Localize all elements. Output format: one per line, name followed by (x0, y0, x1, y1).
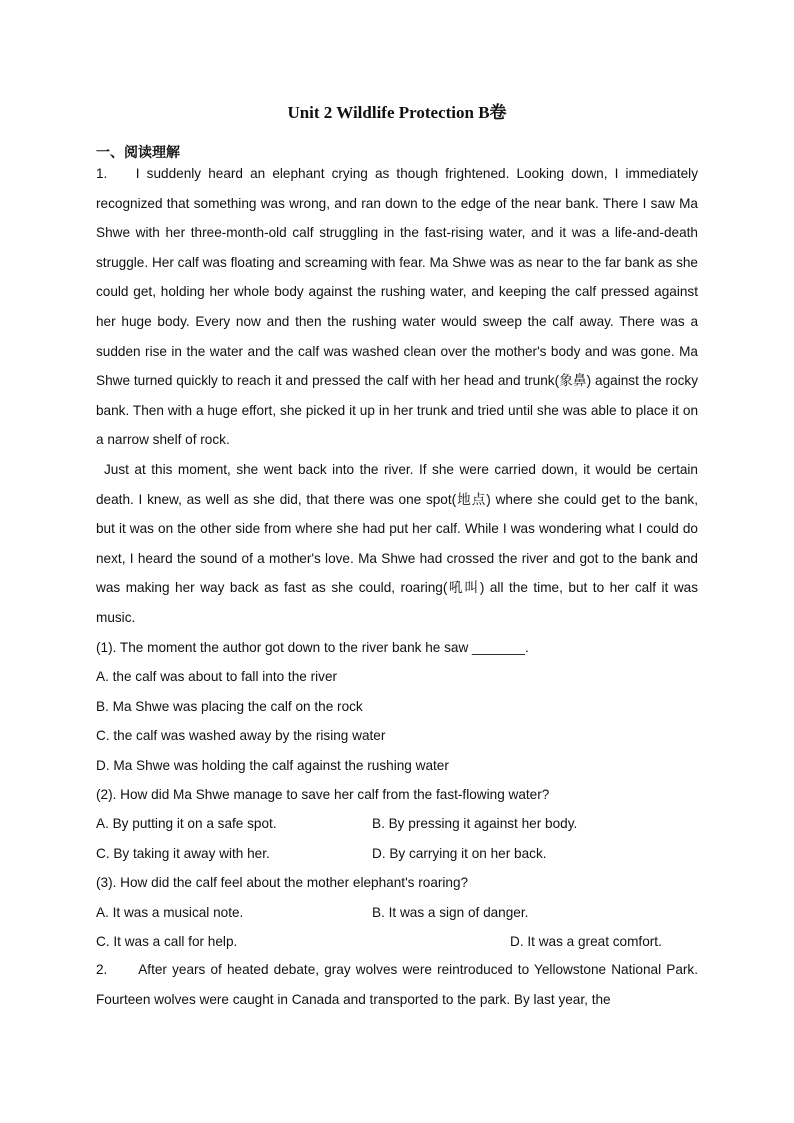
option-q2-a: A. By putting it on a safe spot. (96, 816, 277, 832)
passage-1-paragraph-2: Just at this moment, she went back into the river. If she were carried down, it would be certain death. I knew, as well as she did, that there was one spot(地点) where she could get to the bank, but it was on the other side from where she had put her calf. While I was wondering what I could do next, I heard the sound of a mother's love. Ma Shwe had crossed the river and got to the bank and was making her way back as fast as she could, roaring(吼叫) all the time, but to her calf it was music. (96, 461, 698, 625)
question-stem-3: (3). How did the calf feel about the mother elephant's roaring? (96, 875, 469, 891)
option-q1-c: C. the calf was washed away by the rising water (96, 728, 386, 744)
question-number: 2. (96, 962, 108, 977)
option-q3-d: D. It was a great comfort. (510, 933, 662, 949)
option-q1-d: D. Ma Shwe was holding the calf against the rushing water (96, 757, 449, 773)
passage-1 (96, 159, 698, 633)
section-heading: 一、阅读理解 (96, 144, 180, 160)
option-q2-d: D. By carrying it on her back. (372, 845, 547, 861)
question-stem-1: (1). The moment the author got down to the river bank he saw _______. (96, 640, 529, 655)
document-title: Unit 2 Wildlife Protection B卷 (287, 103, 507, 122)
passage-2 (96, 955, 698, 1014)
passage-2-paragraph (96, 955, 698, 1014)
question-stem-2: (2). How did Ma Shwe manage to save her calf from the fast-flowing water? (96, 786, 550, 802)
option-q3-c: C. It was a call for help. (96, 933, 238, 949)
option-q2-b: B. By pressing it against her body. (372, 816, 578, 832)
option-row-q3-1 (96, 898, 698, 927)
option-q3-b: B. It was a sign of danger. (372, 904, 529, 920)
paragraph-text: I suddenly heard an elephant crying as though frightened. Looking down, I immediately recognized that something was wrong, and ran down to the edge of the near bank. There I saw Ma Shwe with her three-month-old calf struggling in the fast-rising water, and it was a life-and-death struggle. Her calf was floating and screaming with fear. Ma Shwe was as near to the far bank as she could get, holding her whole body against the rushing water, and keeping the calf pressed against her huge body. Every now and then the rushing water would sweep the calf away. There was a sudden rise in the water and the calf was washed clean over the mother's body and was gone. Ma Shwe turned quickly to reach it and pressed the calf with her head and trunk(象鼻) against the rocky bank. Then with a huge effort, she picked it up in her trunk and tried until she was able to place it on a narrow shelf of rock. (96, 166, 699, 448)
option-q1-b: B. Ma Shwe was placing the calf on the rock (96, 698, 363, 714)
option-row-q2-1 (96, 809, 698, 838)
question-number: 1. (96, 166, 108, 181)
paragraph-text: After years of heated debate, gray wolves were reintroduced to Yellowstone National Park. Fourteen wolves were caught in Canada and transported to the park. By last year, the (96, 962, 698, 1007)
passage-1-paragraph-1 (96, 159, 698, 455)
question-block (96, 633, 698, 956)
option-q2-c: C. By taking it away with her. (96, 845, 270, 861)
option-q3-a: A. It was a musical note. (96, 904, 244, 920)
option-row-q2-2 (96, 839, 698, 868)
option-row-q3-2 (96, 927, 698, 956)
option-q1-a: A. the calf was about to fall into the river (96, 669, 338, 685)
